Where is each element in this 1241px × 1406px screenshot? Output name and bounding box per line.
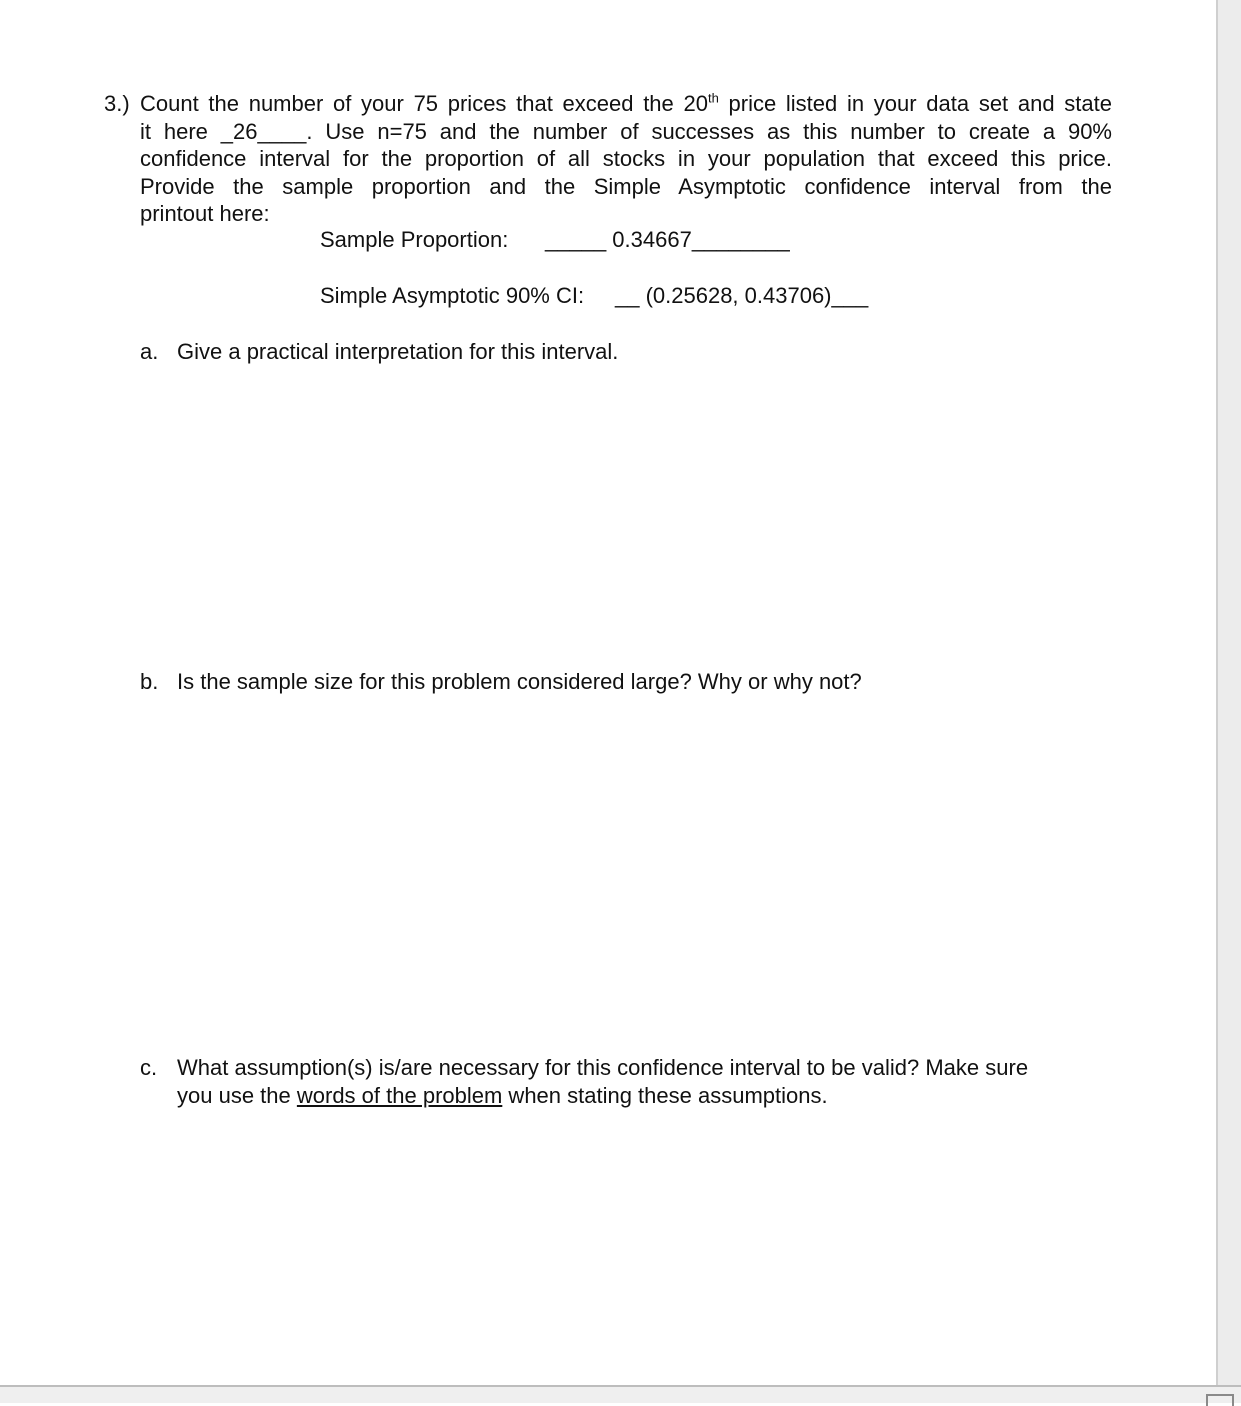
underlined-phrase: words of the problem: [296, 1083, 503, 1108]
part-c-line-2: you use the words of the problem when stating these assumptions.: [177, 1083, 828, 1108]
ci-label: Simple Asymptotic 90% CI:: [320, 283, 585, 308]
part-c-line-1: What assumption(s) is/are necessary for this confidence interval to be valid? Make sure: [177, 1055, 1029, 1080]
part-b-letter: b.: [140, 669, 159, 694]
part-a-letter: a.: [140, 339, 159, 364]
question-number: 3.): [104, 91, 130, 116]
sample-proportion-value: _____ 0.34667________: [545, 227, 790, 252]
question-line-5: printout here:: [140, 201, 270, 226]
question-line-4: Provide the sample proportion and the Simple Asymptotic confidence interval from the: [140, 173, 1112, 199]
superscript-th: th: [707, 90, 719, 106]
ci-value: __ (0.25628, 0.43706)___: [615, 283, 869, 308]
vertical-scrollbar[interactable]: [1216, 0, 1241, 1403]
view-layout-icon[interactable]: [1206, 1394, 1234, 1406]
question-line-2: it here _26____. Use n=75 and the number of successes as this number to create a 90%: [140, 118, 1112, 144]
part-c-letter: c.: [140, 1055, 158, 1080]
part-a-text: Give a practical interpretation for this interval.: [177, 339, 619, 364]
part-b-text: Is the sample size for this problem considered large? Why or why not?: [177, 669, 862, 694]
question-paragraph: [140, 90, 1112, 228]
bottom-status-bar: [0, 1385, 1241, 1403]
question-line-1: Count the number of your 75 prices that exceed the 20th price listed in your data set and state: [140, 90, 1112, 116]
question-line-3: confidence interval for the proportion of all stocks in your population that exceed this price.: [140, 146, 1112, 171]
sample-proportion-label: Sample Proportion:: [320, 227, 509, 252]
